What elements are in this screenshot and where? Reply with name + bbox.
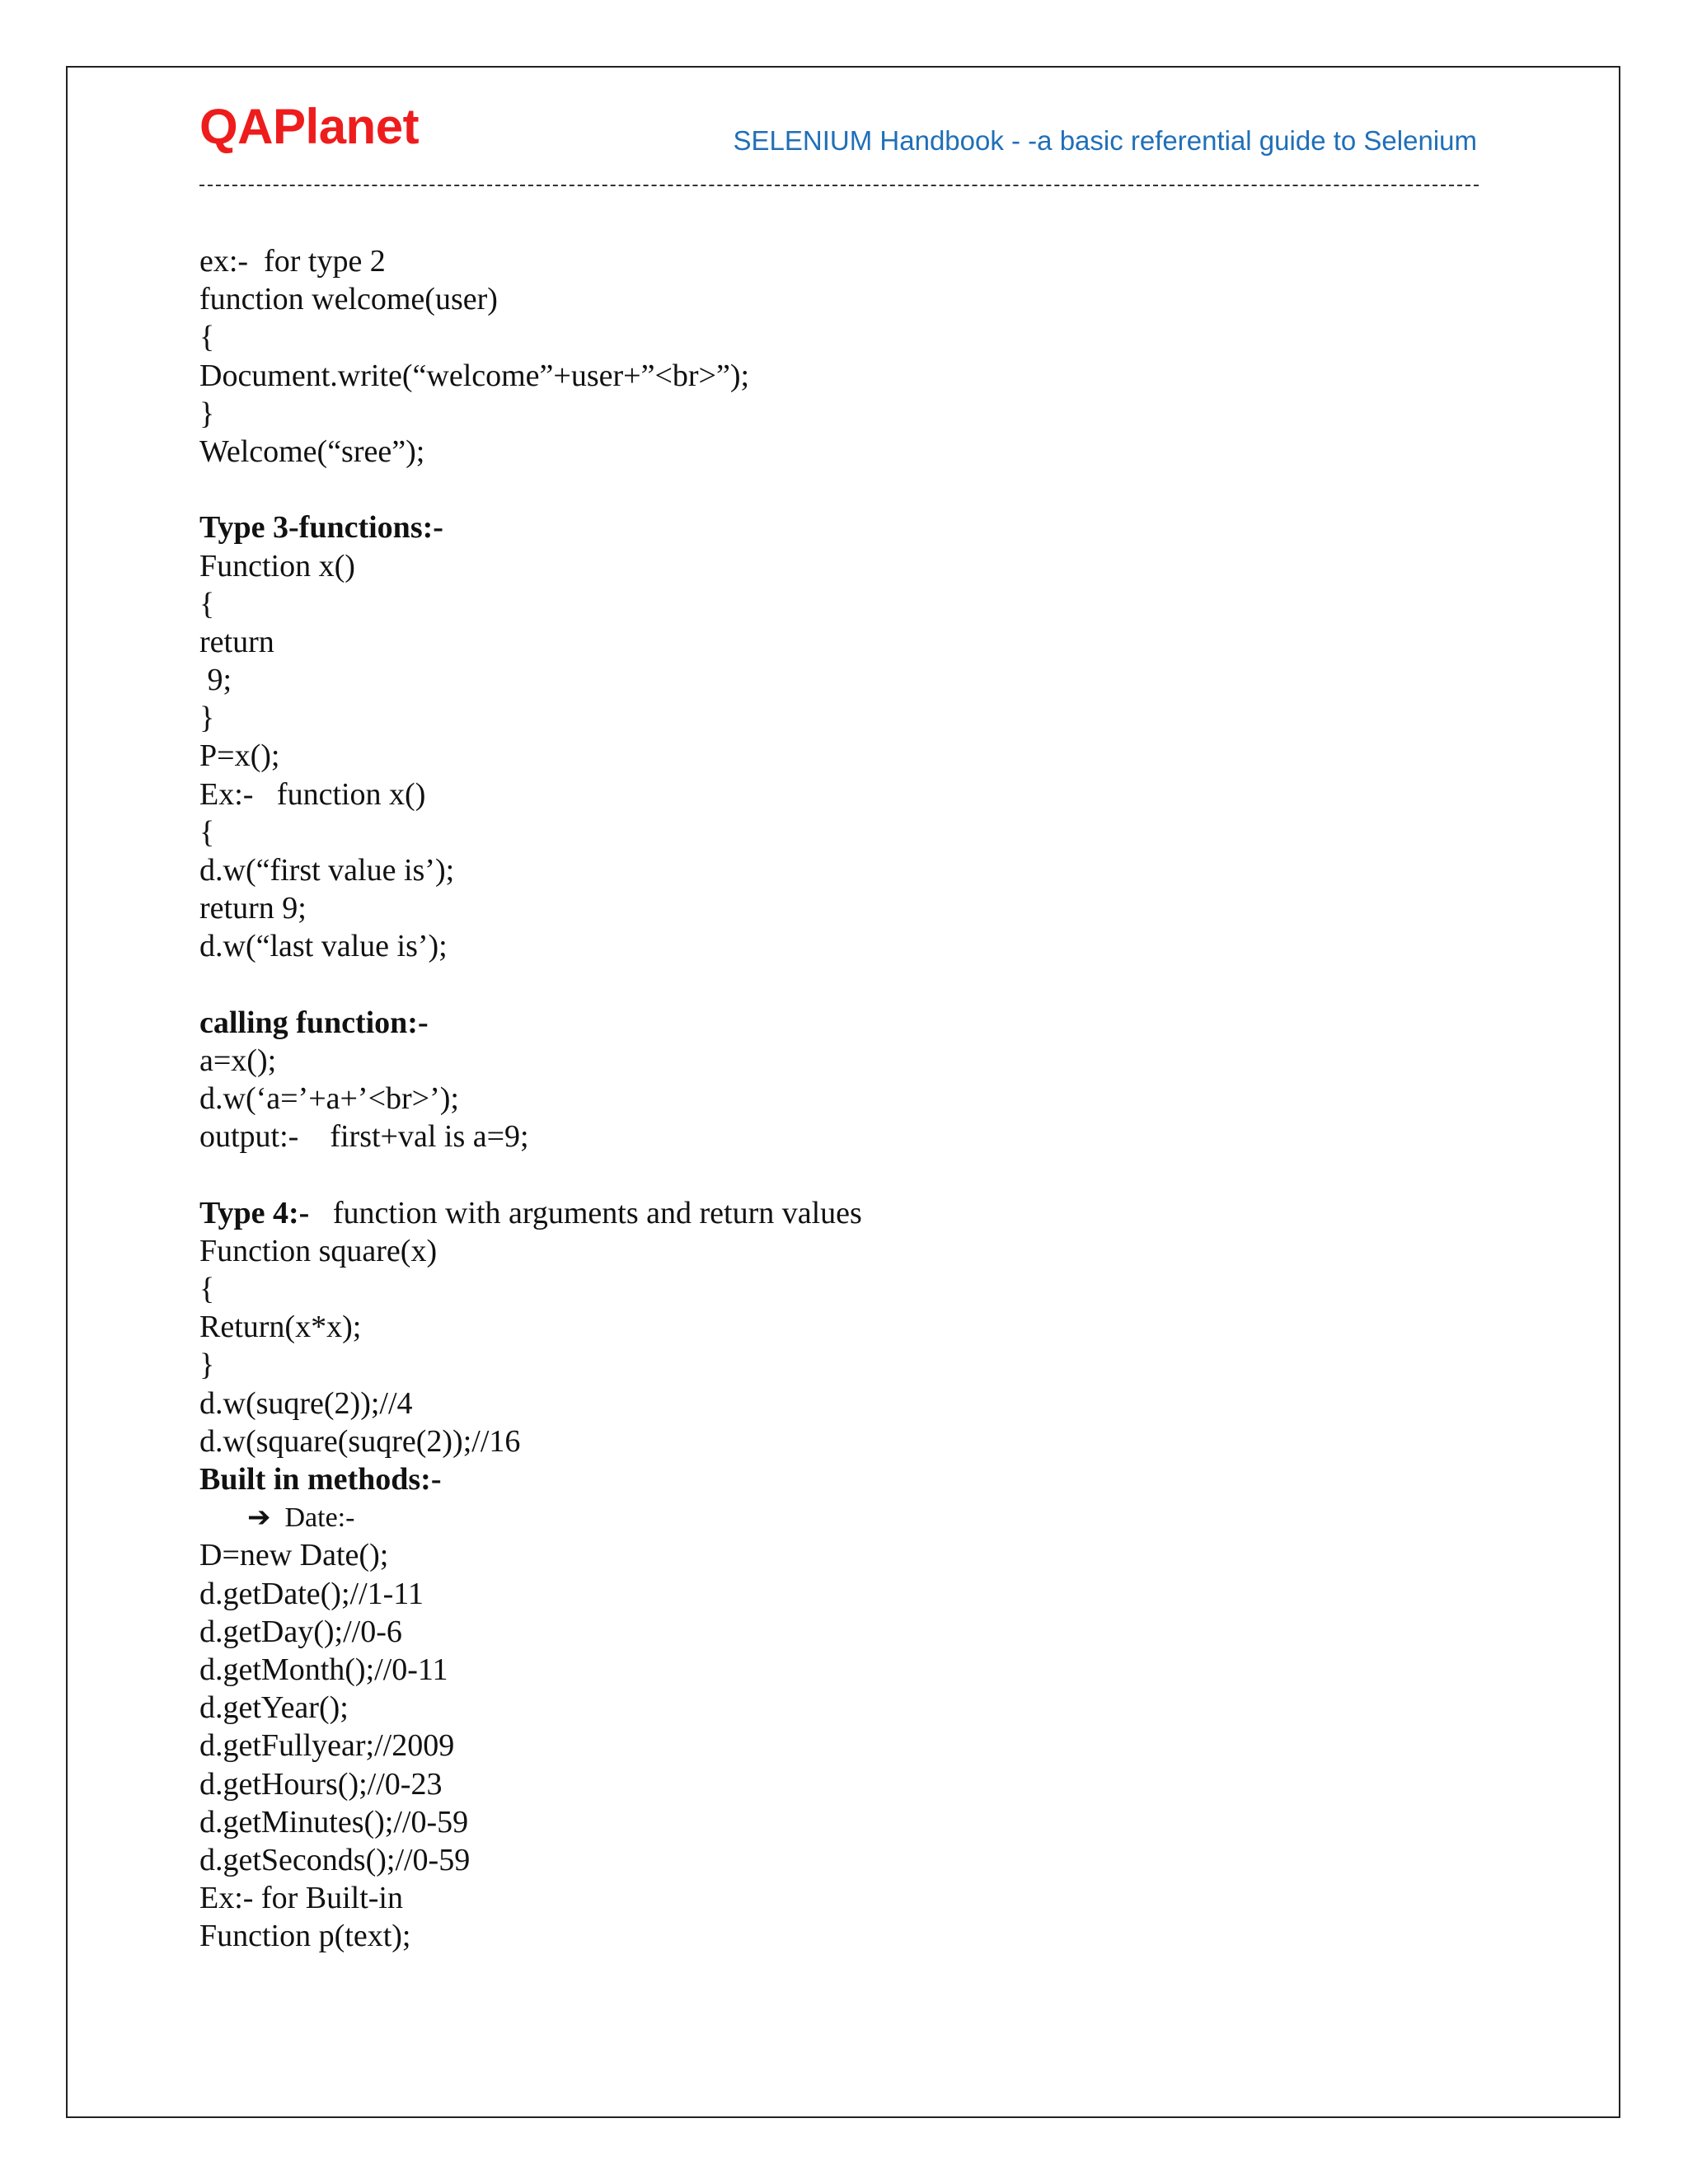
- text-line: D=new Date();: [199, 1538, 389, 1573]
- text-line: d.w(‘a=’+a+’<br>’);: [199, 1081, 459, 1117]
- text-line: d.getSeconds();//0-59: [199, 1842, 471, 1877]
- text-line: Function square(x): [199, 1233, 438, 1268]
- text-line: }: [199, 396, 215, 431]
- text-line: {: [199, 586, 215, 621]
- text-line: d.getMonth();//0-11: [199, 1652, 448, 1687]
- blank-line: [199, 471, 1518, 509]
- text-line: d.getFullyear;//2009: [199, 1728, 455, 1764]
- text-line: Ex:- for Built-in: [199, 1881, 403, 1916]
- text-line: d.w(“first value is’);: [199, 853, 455, 888]
- text-line: d.getYear();: [199, 1690, 349, 1726]
- text-line: d.getHours();//0-23: [199, 1766, 443, 1802]
- text-line: return 9;: [199, 891, 307, 926]
- text-line: {: [199, 1272, 215, 1307]
- text-line: Function x(): [199, 548, 355, 583]
- section-heading: Type 4:- function with arguments and return values: [199, 1195, 862, 1230]
- text-line: d.getDate();//1-11: [199, 1576, 424, 1611]
- text-line: {: [199, 814, 215, 850]
- blank-line: [199, 1156, 1518, 1194]
- text-line: Function p(text);: [199, 1919, 411, 1954]
- text-line: P=x();: [199, 738, 280, 774]
- text-line: ex:- for type 2: [199, 244, 386, 279]
- text-line: 9;: [199, 663, 232, 698]
- text-line: Document.write(“welcome”+user+”<br>”);: [199, 358, 750, 393]
- text-line: Return(x*x);: [199, 1310, 362, 1345]
- blank-line: [199, 966, 1518, 1004]
- page-header: [199, 97, 1477, 163]
- text-line: d.getDay();//0-6: [199, 1614, 402, 1649]
- section-heading: Built in methods:-: [199, 1462, 442, 1497]
- arrow-right-icon: ➔: [247, 1501, 271, 1535]
- text-line: function welcome(user): [199, 282, 498, 317]
- text-line: d.w(“last value is’);: [199, 929, 448, 964]
- section-heading: Type 3-functions:-: [199, 510, 443, 546]
- text-line: a=x();: [199, 1043, 277, 1078]
- handbook-subtitle: SELENIUM Handbook - -a basic referential guide to Selenium: [733, 125, 1477, 156]
- text-line: d.getMinutes();//0-59: [199, 1804, 469, 1840]
- text-line: d.w(suqre(2));//4: [199, 1385, 413, 1421]
- bullet-item: ➔ Date:-: [247, 1501, 355, 1535]
- section-heading: calling function:-: [199, 1005, 429, 1040]
- text-line: Welcome(“sree”);: [199, 434, 425, 469]
- text-line: {: [199, 320, 215, 355]
- text-line: output:- first+val is a=9;: [199, 1119, 529, 1155]
- text-line: return: [199, 624, 274, 659]
- brand-logo-text: QAPlanet: [199, 99, 420, 154]
- text-line: }: [199, 1347, 215, 1383]
- text-line: Ex:- function x(): [199, 776, 426, 812]
- text-line: }: [199, 701, 215, 736]
- document-body: [199, 242, 1518, 1955]
- header-divider: [199, 185, 1479, 186]
- text-line: d.w(square(suqre(2));//16: [199, 1423, 521, 1459]
